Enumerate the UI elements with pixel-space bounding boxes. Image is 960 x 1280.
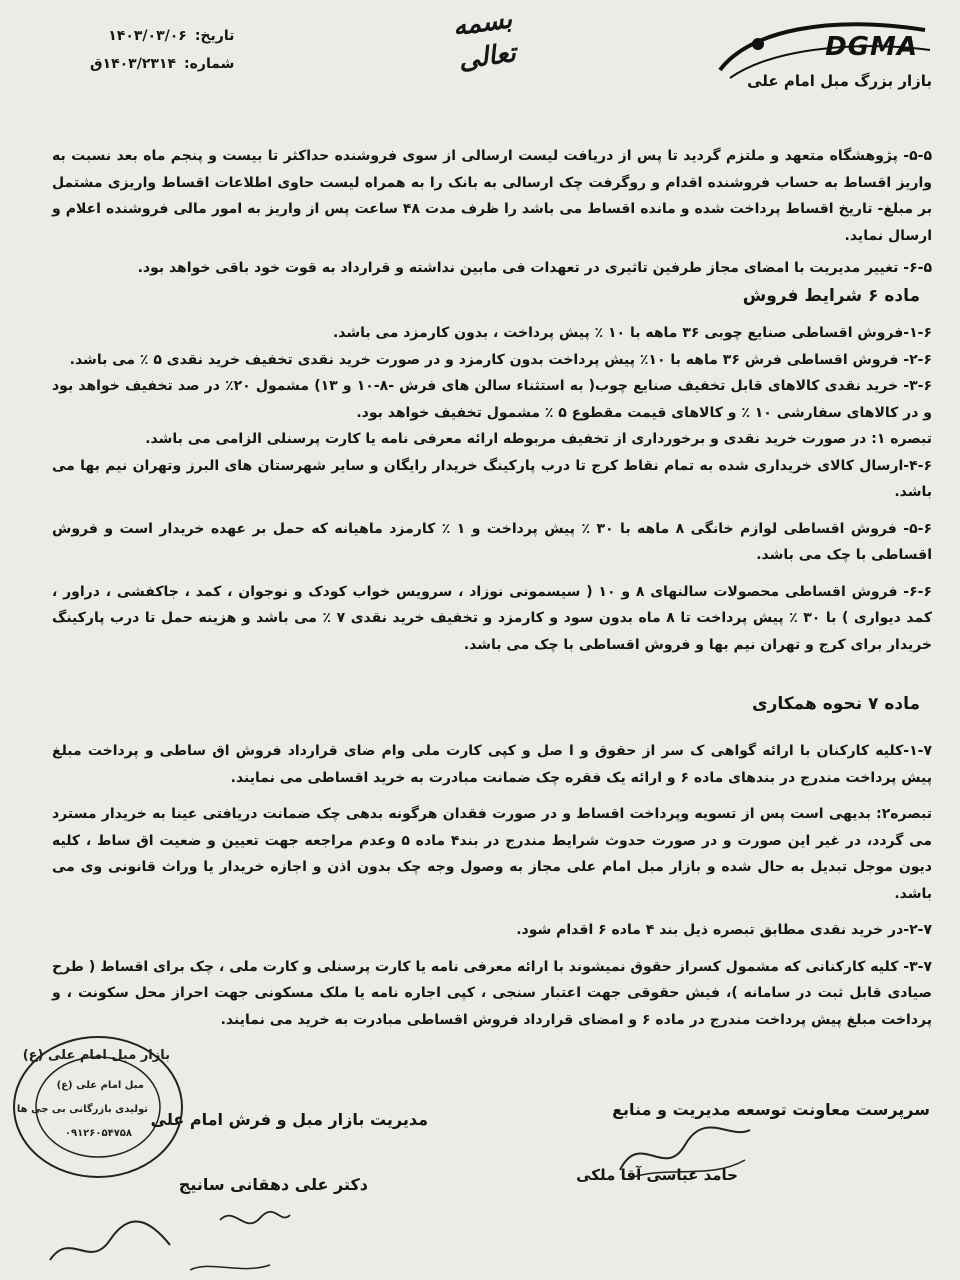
right-signatory-title: سرپرست معاونت توسعه مدیریت و منابع xyxy=(612,1100,930,1119)
clause-7-1: ۱-۷-کلیه کارکنان با ارائه گواهی ک سر از حقوق و ا صل و کپی کارت ملی وام ضای قرارداد فروش اق ساطی و پرداخت مبلغ پیش پرداخت مندرج در بندهای ماده ۶ و ارائه یک فقره چک ضمانت مبادرت به خرید اقساطی می نمایند. xyxy=(52,743,932,786)
clause-6-3: ۳-۶- خرید نقدی کالاهای قابل تخفیف صنایع چوب( به استثناء سالن های فرش -۸-۱۰ و ۱۳) مشمول ۲۰٪ در صد تخفیف خواهد بود و در کالاهای سفارشی ۱۰ ٪ و کالاهای قیمت مقطوع ۵ ٪ مشمول تخفیف خواهد بود. xyxy=(52,378,932,421)
stamp-phone: ۰۹۱۲۶۰۵۴۷۵۸ xyxy=(64,1128,132,1139)
company-logo xyxy=(710,10,940,106)
right-signature-mark xyxy=(610,1120,760,1190)
article-6-title: ماده ۶ شرایط فروش xyxy=(742,286,920,306)
note-1: تبصره ۱: در صورت خرید نقدی و برخورداری از تخفیف مربوطه ارائه معرفی نامه یا کارت پرسنلی الزامی می باشد. xyxy=(145,431,932,447)
clause-7-2: ۲-۷-در خرید نقدی مطابق تبصره ذیل بند ۴ ماده ۶ اقدام شود. xyxy=(516,922,932,938)
clause-6-5: ۵-۶- فروش اقساطی لوازم خانگی ۸ ماهه با ۳۰ ٪ پیش پرداخت و ۱ ٪ کارمزد ماهیانه که حمل بر عهده خریدار است و فروش اقساطی با چک می باشد. xyxy=(52,520,932,563)
section-5-continued xyxy=(52,143,932,282)
note-2: تبصره۲: بدیهی است پس از تسویه وپرداخت اقساط و در صورت فقدان هرگونه بدهی چک ضمانت دریافتی عینا به خریدار مسترد می گردد، در غیر این صورت و در صورت حدوث شرایط مندرج در بند۴ ماده ۵ وعدم مراجعه جهت تعیین و ضعیت اق ساط ، کلیه دیون موجل تبدیل به حال شده و بازار مبل امام علی مجاز به وصول وجه چک بدون اذن و اجازه خریدار یا وراث قانونی وی می باشد. xyxy=(52,806,933,902)
company-stamp xyxy=(8,1032,188,1182)
left-signatory-name: دکتر علی دهقانی سانیج xyxy=(178,1175,368,1194)
stamp-middle-text: مبل امام علی (ع) xyxy=(56,1080,144,1091)
clause-5-6: ۶-۵- تغییر مدیریت با امضای مجاز طرفین تاثیری در تعهدات فی مابین نداشته و قرارداد به قوت خود باقی خواهد بود. xyxy=(137,260,932,276)
article-7-body xyxy=(52,738,932,1033)
stamp-inner-text: تولیدی بازرگانی بی جی ها xyxy=(16,1104,148,1115)
basmala: بسمه تعالی xyxy=(450,4,518,76)
letter-meta xyxy=(90,22,234,78)
left-signatory-title: مدیریت بازار مبل و فرش امام علی xyxy=(150,1110,428,1129)
logo-subtitle: بازار بزرگ مبل امام علی xyxy=(747,72,932,90)
clause-6-6: ۶-۶- فروش اقساطی محصولات سالنهای ۸ و ۱۰ ( سیسمونی نوزاد ، سرویس خواب کودک و نوجوان ، کمد ، جاکفشی ، دراور ، کمد دیواری ) با ۳۰ ٪ پیش پرداخت تا ۸ ماه بدون سود و کارمزد و تخفیف خرید نقدی ۷ ٪ می باشد و هزینه حمل تا درب پارکینگ خریدار برای کرج و تهران نیم بها و فروش اقساطی با چک می باشد. xyxy=(52,583,933,653)
article-7-title: ماده ۷ نحوه همکاری xyxy=(752,694,920,714)
logo-brand: DGMA xyxy=(825,32,918,62)
date-value: ۱۴۰۳/۰۳/۰۶ xyxy=(108,28,187,44)
number-value: ۱۴۰۳/۲۳۱۴ق xyxy=(90,56,177,72)
clause-6-2: ۲-۶- فروش اقساطی فرش ۳۶ ماهه با ۱۰٪ پیش پرداخت بدون کارمزد و در صورت خرید نقدی تخفیف خرید نقدی ۵ ٪ می باشد. xyxy=(69,351,932,368)
stamp-outer-text: بازار مبل امام علی (ع) xyxy=(22,1048,170,1063)
clause-5-5: ۵-۵- پژوهشگاه متعهد و ملتزم گردید تا پس از دریافت لیست ارسالی از سوی فروشنده حداکثر تا بیست و پنجم ماه بعد نسبت به واریز اقساط به حساب فروشنده اقدام و روگرفت چک ارسالی به بانک را به همراه لیست حاوی اطلاعات اقساط واریزی مشتمل بر مبلغ- تاریخ اقساط پرداخت شده و مانده اقساط می باشد را ظرف مدت ۴۸ ساعت پس از واریز به امور مالی فروشنده اعلام و ارسال نماید. xyxy=(52,148,933,244)
right-signatory-name: حامد عباسی آقا ملکی xyxy=(576,1166,738,1184)
clause-6-4: ۴-۶-ارسال کالای خریداری شده به تمام نقاط کرج تا درب پارکینگ خریدار رایگان و سایر شهرستان های البرز وتهران نیم بها می باشد. xyxy=(52,457,932,500)
clause-6-1: ۱-۶-فروش اقساطی صنایع چوبی ۳۶ ماهه با ۱۰ ٪ پیش پرداخت ، بدون کارمزد می باشد. xyxy=(332,325,932,341)
number-label: شماره: xyxy=(184,56,235,72)
left-signature-mark xyxy=(40,1190,300,1280)
date-label: تاریخ: xyxy=(194,28,235,44)
date-row xyxy=(90,22,234,50)
clause-7-3: ۳-۷- کلیه کارکنانی که مشمول کسراز حقوق نمیشوند با ارائه معرفی نامه یا کارت پرسنلی و کارت ملی ، چک برای اقساط ( طرح صیادی قابل ثبت در سامانه )، فیش حقوقی جهت اعتبار سنجی ، کپی اجاره نامه یا ملک مسکونی جهت احراز محل سکونت ، و پرداخت مبلغ پیش پرداخت مندرج در ماده ۶ و امضای قرارداد فروش اقساطی مبادرت به خرید می نمایند. xyxy=(52,958,932,1028)
number-row xyxy=(90,50,234,78)
article-6-body xyxy=(52,320,932,658)
